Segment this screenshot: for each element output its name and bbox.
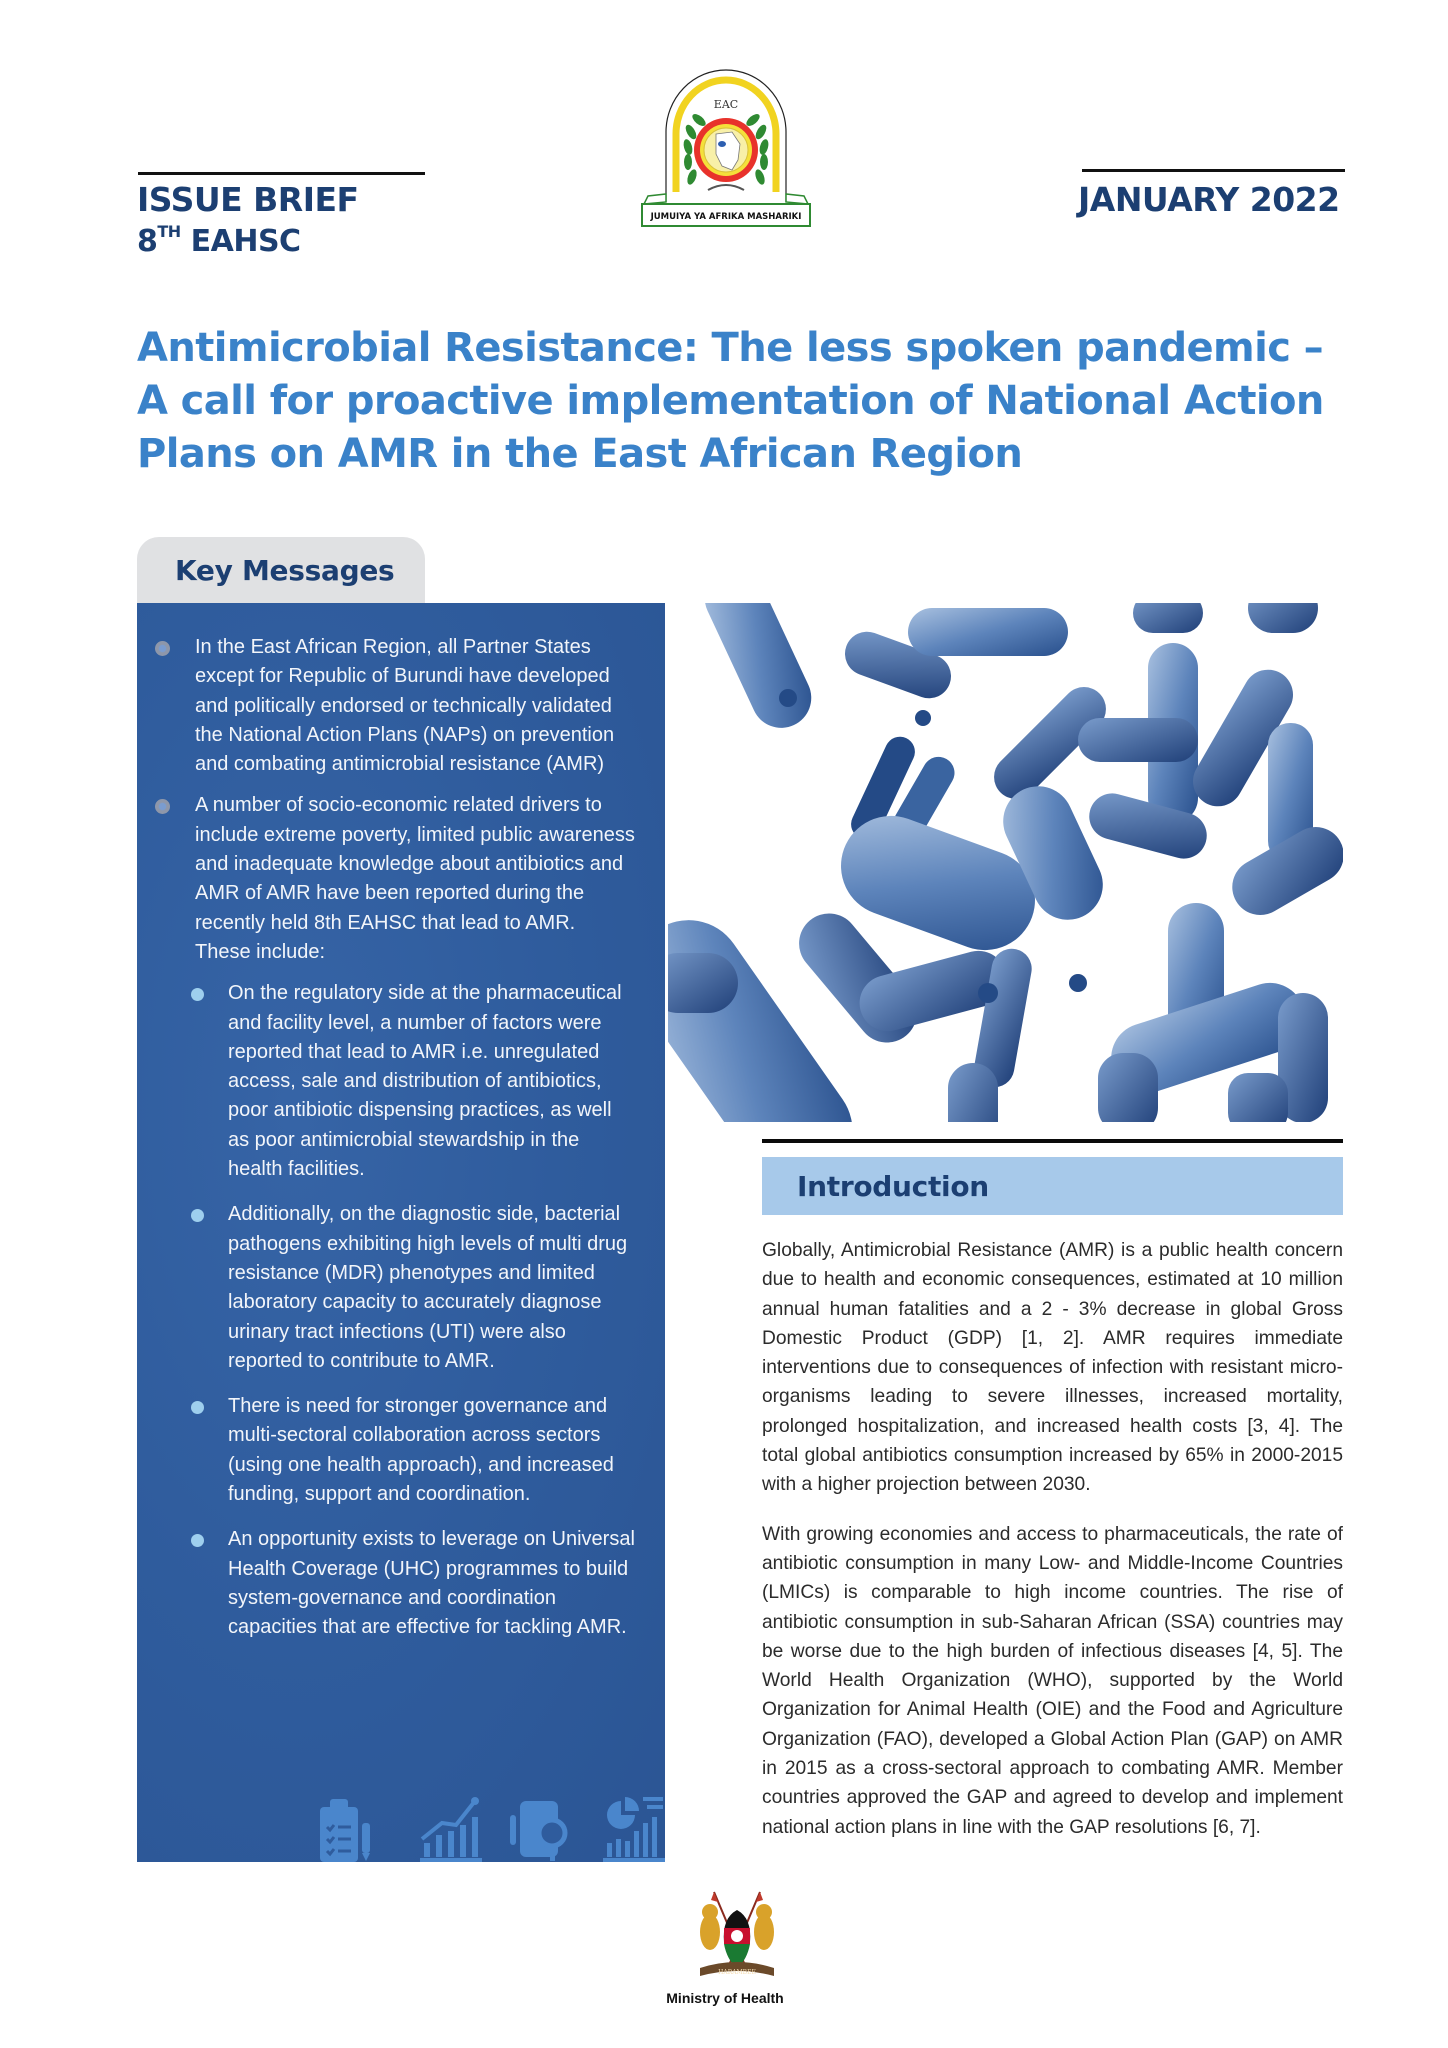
decorative-icons <box>317 1795 665 1862</box>
document-title <box>137 322 1367 481</box>
key-message-item <box>137 633 665 779</box>
event-label <box>137 222 301 259</box>
svg-text:JUMUIYA YA AFRIKA MASHARIKI: JUMUIYA YA AFRIKA MASHARIKI <box>650 212 802 222</box>
pie-bar-chart-icon <box>603 1795 665 1862</box>
key-messages-tab <box>137 537 425 603</box>
sub-bullet-icon <box>191 988 204 1001</box>
sub-bullet-icon <box>191 1209 204 1222</box>
document-search-icon <box>510 1795 572 1862</box>
ministry-of-health-label: Ministry of Health <box>666 1990 784 2006</box>
eac-logo <box>636 62 816 234</box>
event-ordinal: TH <box>157 222 181 241</box>
introduction-body <box>762 1236 1343 1862</box>
kenya-coat-of-arms-logo <box>692 1890 782 1985</box>
header-left-rule <box>138 172 425 175</box>
key-message-subitem <box>137 979 665 1184</box>
introduction-paragraph-2: With growing economies and access to pharmaceuticals, the rate of antibiotic consumption in many Low- and Middle-Income Countries (LMICs) is comparable to high income countries. The rise of antibiotic consumption in sub-Saharan African (SSA) countries may be worse due to the high burden of infectious diseases [4, 5]. The World Health Organization (WHO), supported by the World Organization for Animal Health (OIE) and the Food and Agriculture Organization (FAO), developed a Global Action Plan (GAP) on AMR in 2015 as a cross-sectoral approach to combating AMR. Member countries approved the GAP and agreed to develop and implement national action plans in line with the GAP resolutions [6, 7]. <box>762 1523 1343 1838</box>
title-line-1: Antimicrobial Resistance: The less spoken pandemic – <box>137 325 1324 371</box>
eac-emblem-icon <box>636 62 816 234</box>
key-message-text: Additionally, on the diagnostic side, bacterial pathogens exhibiting high levels of multi drug resistance (MDR) phenotypes and limited laboratory capacity to accurately diagnose urinary tract infections (UTI) were also reported to contribute to AMR. <box>228 1203 628 1372</box>
key-messages-heading: Key Messages <box>175 554 395 587</box>
key-message-text: On the regulatory side at the pharmaceutical and facility level, a number of factors were reported that lead to AMR i.e. unregulated access, sale and distribution of antibiotics, poor antibiotic dispensing practices, as well as poor antimicrobial stewardship in the health facilities. <box>228 982 622 1181</box>
event-number: 8 <box>137 224 158 259</box>
bullet-icon <box>155 799 170 814</box>
title-line-3: Plans on AMR in the East African Region <box>137 431 1023 477</box>
event-name: EAHSC <box>180 224 301 259</box>
key-message-text: A number of socio-economic related drivers to include extreme poverty, limited public awareness and inadequate knowledge about antibiotics and AMR of AMR have been reported during the recently held 8th EAHSC that lead to AMR. These include: <box>195 794 635 963</box>
issue-date: JANUARY 2022 <box>1078 180 1340 219</box>
key-message-item <box>137 791 665 967</box>
sub-bullet-icon <box>191 1534 204 1547</box>
key-message-text: An opportunity exists to leverage on Universal Health Coverage (UHC) programmes to build system-governance and coordination capacities that are effective for tackling AMR. <box>228 1528 635 1639</box>
svg-text:HARAMBEE: HARAMBEE <box>718 1969 756 1976</box>
introduction-header <box>762 1157 1343 1215</box>
issue-brief-label: ISSUE BRIEF <box>137 180 359 219</box>
bacteria-illustration <box>668 603 1343 1122</box>
key-message-text: There is need for stronger governance and multi-sectoral collaboration across sectors (using one health approach), and increased funding, support and coordination. <box>228 1395 614 1506</box>
introduction-rule <box>762 1139 1343 1143</box>
svg-text:EAC: EAC <box>713 98 739 111</box>
header-right-rule <box>1082 169 1345 172</box>
coat-of-arms-icon <box>692 1890 782 1985</box>
key-message-subitem <box>137 1392 665 1509</box>
key-messages-panel <box>137 603 665 1862</box>
growth-chart-icon <box>420 1795 482 1862</box>
sub-bullet-icon <box>191 1401 204 1414</box>
key-messages-list <box>137 633 665 1659</box>
bullet-icon <box>155 641 170 656</box>
key-message-text: In the East African Region, all Partner States except for Republic of Burundi have developed and politically endorsed or technically validated the National Action Plans (NAPs) on prevention and combating antimicrobial resistance (AMR) <box>195 636 615 776</box>
bacteria-image <box>668 603 1343 1122</box>
key-message-subitem <box>137 1200 665 1376</box>
clipboard-checklist-icon <box>318 1795 378 1862</box>
introduction-heading: Introduction <box>797 1170 989 1203</box>
title-line-2: A call for proactive implementation of National Action <box>137 378 1324 424</box>
introduction-paragraph-1: Globally, Antimicrobial Resistance (AMR) is a public health concern due to health and economic consequences, estimated at 10 million annual human fatalities and a 2 - 3% decrease in global Gross Domestic Product (GDP) [1, 2]. AMR requires immediate interventions due to consequences of infection with resistant micro-organisms leading to severe illnesses, increased mortality, prolonged hospitalization, and increased health costs [3, 4]. The total global antibiotics consumption increased by 65% in 2000-2015 with a higher projection between 2030. <box>762 1240 1343 1496</box>
key-message-subitem <box>137 1525 665 1642</box>
